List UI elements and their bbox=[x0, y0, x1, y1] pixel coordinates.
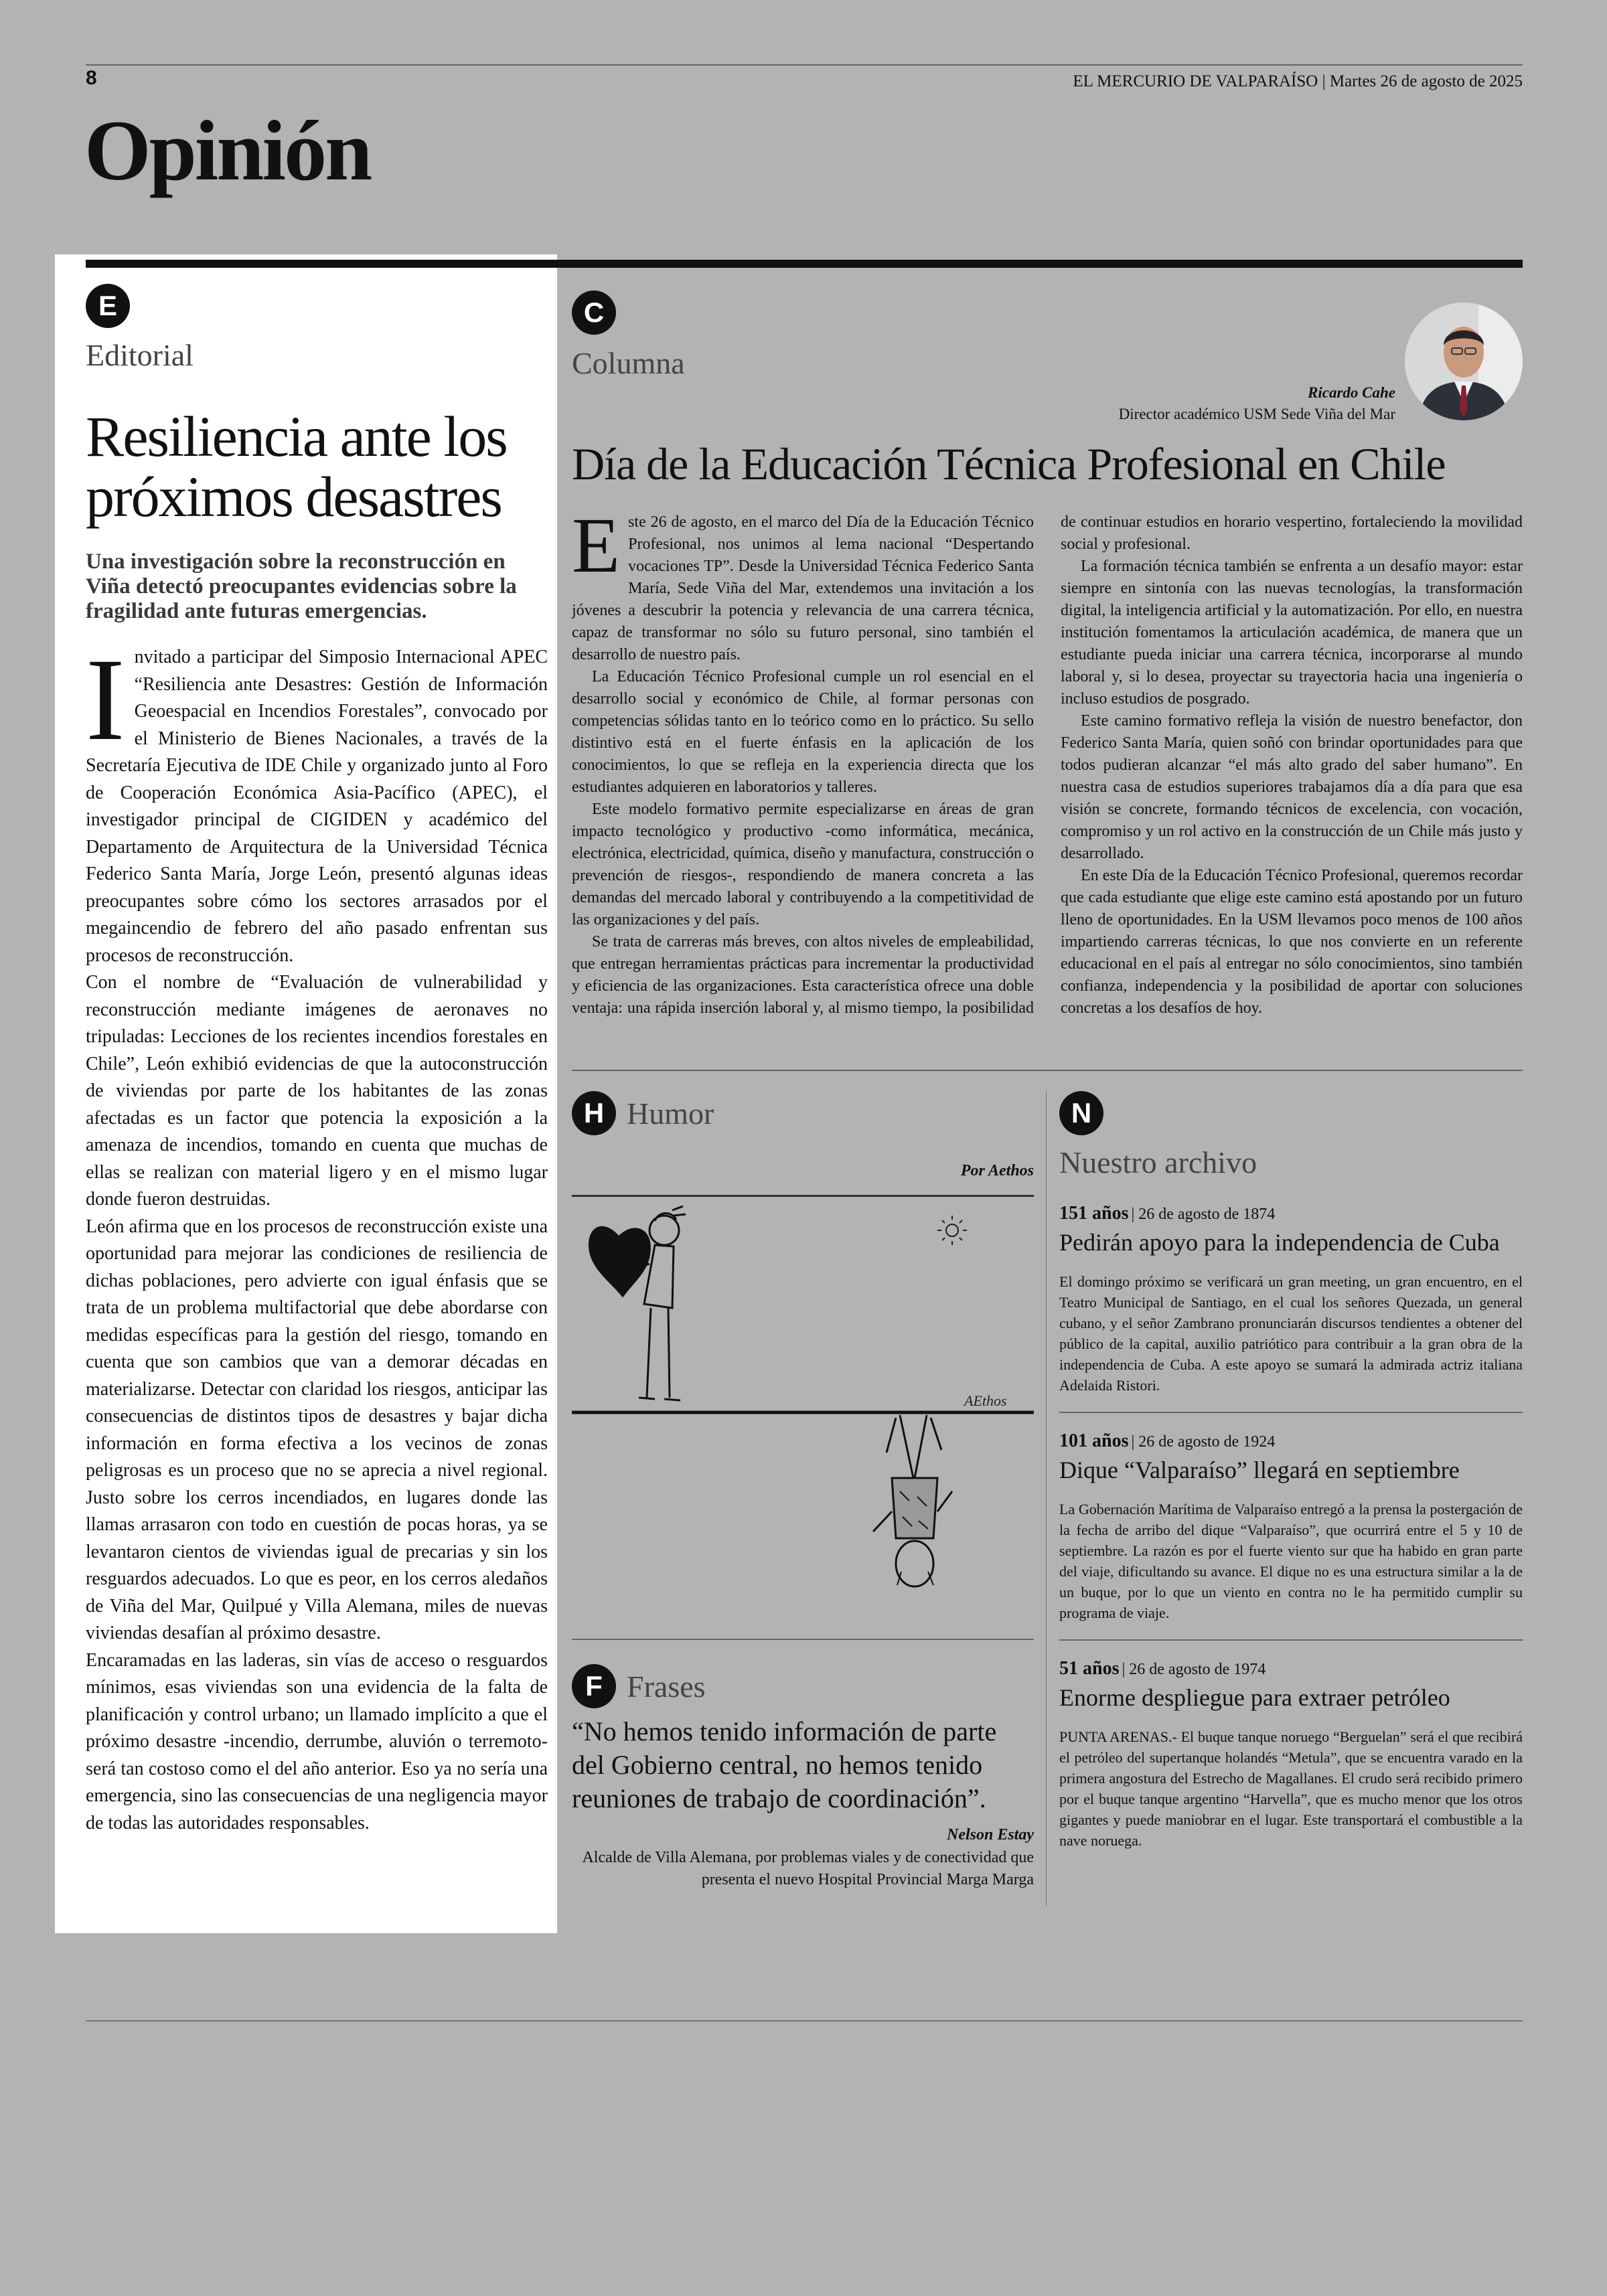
editorial-title bbox=[86, 406, 548, 527]
column-paragraph-6: Este camino formativo refleja la visión de nuestro benefactor, don Federico Santa María, quien soñó con brindar oportunidades para que todos pudieran alcanzar “el más alto grado del saber humano”. En nuestra casa de estudios superiores trabajamos día a día para que esa visión se concrete, formando técnicos de excelencia, con vocación, compromiso y un rol activo en la construcción de un Chile más justo y desarrollado. bbox=[1061, 712, 1523, 862]
humor-label: Humor bbox=[627, 1096, 714, 1131]
column-paragraph-3: Este modelo formativo permite especializarse en áreas de gran impacto tecnológico y productivo -como informática, mecánica, electrónica, electricidad, química, diseño y manufactura, construcción o prevención de riesgos-, respondiendo de manera concreta a las demandas del mercado laboral y contribuyendo a la competitividad de las organizaciones y del país. bbox=[572, 801, 1034, 928]
editorial-body bbox=[86, 635, 548, 1837]
frases-context: Alcalde de Villa Alemana, por problemas viales y de conectividad que presenta el nuevo Hospital Provincial Marga Marga bbox=[582, 1849, 1034, 1888]
archive-years: 51 años bbox=[1059, 1658, 1120, 1679]
page-number: 8 bbox=[86, 67, 97, 89]
editorial-label: Editorial bbox=[86, 338, 194, 372]
frases-section bbox=[572, 1664, 1034, 1891]
archive-divider bbox=[1059, 1412, 1523, 1413]
separator: | bbox=[1322, 72, 1330, 90]
archive-years: 151 años bbox=[1059, 1203, 1129, 1224]
masthead-line bbox=[1073, 72, 1523, 91]
frases-quote: “No hemos tenido información de parte del Gobierno central, no hemos tenido reuniones de trabajo de coordinación”. bbox=[572, 1716, 997, 1813]
editorial-title-line1: Resiliencia ante los bbox=[86, 404, 507, 469]
archive-item bbox=[1059, 1430, 1523, 1623]
section-title: Opinión bbox=[84, 103, 371, 198]
editorial-paragraph-4: Encaramadas en las laderas, sin vías de acceso o resguardos mínimos, esas viviendas son una evidencia de la falta de planificación y control urbano; un llamado implícito a que el próximo desastre -incendio, derrumbe, aluvión o terremoto- será tan costoso como el del año anterior. Eso ya no sería una emergencia, sino las consecuencias de una negligencia mayor de todas las autoridades responsables. bbox=[86, 1649, 548, 1833]
column-title: Día de la Educación Técnica Profesional en Chile bbox=[572, 438, 1446, 489]
editorial-top-rule bbox=[86, 260, 557, 268]
column-dropcap: E bbox=[572, 501, 621, 589]
column-paragraph-1: ste 26 de agosto, en el marco del Día de la Educación Técnico Profesional, nos unimos al lema nacional “Despertando vocaciones TP”. Desde la Universidad Técnica Federico Santa María, Sede Viña del Mar, extendemos una invitación a los jóvenes a descubrir la potencia y relevancia de una carrera técnica, capaz de transformar no sólo su futuro personal, sino también el desarrollo de nuestro país. bbox=[572, 513, 1034, 663]
author-name: Ricardo Cahe bbox=[1308, 384, 1395, 401]
frases-label: Frases bbox=[627, 1669, 706, 1704]
frases-badge: F bbox=[572, 1664, 616, 1708]
page-bottom-rule bbox=[86, 2020, 1523, 2022]
frases-header bbox=[572, 1664, 1034, 1708]
humor-byline: Por Aethos bbox=[960, 1162, 1034, 1179]
archive-years: 101 años bbox=[1059, 1430, 1129, 1451]
archive-title: Dique “Valparaíso” llegará en septiembre bbox=[1059, 1457, 1460, 1483]
editorial-paragraph-1: nvitado a participar del Simposio Internacional APEC “Resiliencia ante Desastres: Gestión de Información Geoespacial en Incendios Forestales”, convocado por el Ministerio de Bienes Nacionales, a través de la Secretaría Ejecutiva de IDE Chile y organizado junto al Foro de Cooperación Económica Asia-Pacífico (APEC), el investigador principal de CIGIDEN y académico del Departamento de Arquitectura de la Universidad Técnica Federico Santa María, Jorge León, presentó algunas ideas preocupantes sobre cómo los sectores arrasados por el megaincendio de febrero del año pasado enfrentan sus procesos de reconstrucción. bbox=[86, 647, 548, 966]
archive-item bbox=[1059, 1658, 1523, 1851]
archive-date: | 26 de agosto de 1924 bbox=[1131, 1433, 1276, 1451]
editorial-subtitle: Una investigación sobre la reconstrucción en Viña detectó preocupantes evidencias sobre la fragilidad ante futuras emergencias. bbox=[86, 550, 517, 623]
column-section bbox=[572, 288, 1523, 1058]
humor-cartoon bbox=[572, 1197, 1034, 1625]
archive-section bbox=[1059, 1091, 1523, 1851]
archive-divider bbox=[1059, 1639, 1523, 1641]
archive-body: El domingo próximo se verificará un gran meeting, un gran encuentro, en el Teatro Municipal de Santiago, en el cual los señores Quezada, un general cubano, y el señor Zambrano pronunciarán discursos tendientes a obtener del público de la capital, auxilio patriótico para contribuir a la gran obra de la independencia de Cuba. A este apoyo se sumará la admirada actriz italiana Adelaida Ristori. bbox=[1059, 1273, 1523, 1394]
column-label: Columna bbox=[572, 346, 685, 380]
column-badge: C bbox=[572, 291, 616, 335]
humor-badge: H bbox=[572, 1091, 616, 1135]
editorial-dropcap: I bbox=[86, 635, 125, 765]
editorial-badge: E bbox=[86, 284, 130, 328]
editorial-paragraph-2: Con el nombre de “Evaluación de vulnerabilidad y reconstrucción mediante imágenes de aeronaves no tripuladas: Lecciones de los recientes incendios forestales en Chile”, León exhibió evidencias de que la autoconstrucción de viviendas por parte de los habitantes de las zonas afectadas es un factor que potencia la exposición a la amenaza de incendios, tomando en cuenta que muchas de ellas se realizan con material ligero y en el mismo lugar donde fueron destruidas. bbox=[86, 972, 548, 1210]
archive-date: | 26 de agosto de 1974 bbox=[1122, 1661, 1266, 1678]
publication-name: EL MERCURIO DE VALPARAÍSO bbox=[1073, 72, 1318, 90]
humor-header bbox=[572, 1091, 1034, 1135]
publication-date: Martes 26 de agosto de 2025 bbox=[1329, 72, 1523, 90]
humor-section bbox=[572, 1091, 1034, 1640]
upside-down-figure bbox=[873, 1415, 952, 1586]
archive-body: La Gobernación Marítima de Valparaíso entregó a la prensa la postergación de la fecha de arribo del dique “Valparaíso”, que ocurrirá entre el 5 y 10 de septiembre. La razón es por el fuerte viento sur que ha habido en gran parte del viaje, dificultando su avance. El dique no es una estructura similar a la de un buque, por lo que un viento en contra no le ha permitido cumplir su programa de viaje. bbox=[1059, 1501, 1523, 1621]
archive-title: Pedirán apoyo para la independencia de Cuba bbox=[1059, 1229, 1500, 1256]
column-body bbox=[572, 501, 1523, 1047]
archive-title: Enorme despliegue para extraer petróleo bbox=[1059, 1684, 1450, 1711]
editorial-section bbox=[86, 284, 548, 1837]
author-role: Director académico USM Sede Viña del Mar bbox=[1118, 406, 1395, 422]
column-paragraph-4: Se trata de carreras más breves, con altos niveles de empleabilidad, que entregan herramientas prácticas para incrementar la productividad y eficiencia de las organizaciones. Esta característica ofrece una doble ventaja: una rápida inserción laboral y, al mismo tiempo, la posibilidad de continuar estudios en horario vespertino, fortaleciendo la movilidad social y profesional. bbox=[572, 513, 1523, 1017]
column-paragraph-5: La formación técnica también se enfrenta a un desafío mayor: estar siempre en sintonía con las nuevas tecnologías, la transformación digital, la inteligencia artificial y la automatización. Por ello, en nuestra institución fomentamos la articulación académica, de manera que un estudiante pueda iniciar una carrera técnica, incorporarse al mundo laboral y, si lo desea, proyectar su trayectoria hacia una ingeniería o incluso estudios de posgrado. bbox=[1061, 558, 1523, 708]
archive-label: Nuestro archivo bbox=[1059, 1145, 1257, 1179]
archive-body: PUNTA ARENAS.- El buque tanque noruego “Berguelan” será el que recibirá el petróleo del supertanque holandés “Metula”, que se encuentra varado en la primera angostura del Estrecho de Magallanes. El crudo será recibido primero por el buque tanque argentino “Harvella”, que es mucho menor que los otros gigantes y puede maniobrar en el lugar. Este transportará el combustible a la nave noruega. bbox=[1059, 1728, 1523, 1849]
figure-with-heart bbox=[589, 1206, 686, 1400]
header-rule bbox=[86, 64, 1523, 66]
author-portrait-icon bbox=[1405, 303, 1523, 420]
editorial-title-line2: próximos desastres bbox=[86, 465, 502, 529]
column-paragraph-7: En este Día de la Educación Técnico Profesional, queremos recordar que cada estudiante que elige este camino está apostando por un futuro lleno de oportunidades. En la USM llevamos poco menos de 100 años impartiendo carreras técnicas, lo que nos convierte en un referente educacional en el país al entregar no sólo conocimientos, sino también confianza, independencia y la posibilidad de aportar con soluciones concretas a los desafíos de hoy. bbox=[1061, 867, 1523, 1017]
archive-item bbox=[1059, 1203, 1523, 1396]
column-paragraph-2: La Educación Técnico Profesional cumple un rol esencial en el desarrollo social y económico de Chile, al formar personas con competencias sólidas tanto en lo teórico como en lo práctico. Su sello distintivo está en el fuerte énfasis en la aplicación de los conocimientos, lo que se refleja en la experiencia directa que los estudiantes adquieren en laboratorios y talleres. bbox=[572, 668, 1034, 796]
archive-date: | 26 de agosto de 1874 bbox=[1131, 1206, 1276, 1223]
archive-badge: N bbox=[1059, 1091, 1103, 1135]
frases-author: Nelson Estay bbox=[946, 1826, 1034, 1843]
editorial-paragraph-3: León afirma que en los procesos de reconstrucción existe una oportunidad para mejorar las condiciones de resiliencia de dichas poblaciones, pero advierte con igual énfasis que se trata de un problema multifactorial que debe abordarse con medidas específicas para la gestión del riesgo, tomando en cuenta que son cambios que van a demorar décadas en materializarse. Detectar con claridad los riesgos, anticipar las consecuencias de distintos tipos de desastres y bajar dicha información en forma efectiva a los vecinos de zonas peligrosas es un proceso que no se aprecia a nivel regional. Justo sobre los cerros incendiados, en lugares donde las llamas arrasaron con todo en cuestión de pocas horas, ya se levantaron cientos de viviendas igual de precarias y sin los resguardos adecuados. Lo que es peor, en los cerros aledaños de Viña del Mar, Quilpué y Villa Alemana, miles de nuevas viviendas desafían al próximo desastre. bbox=[86, 1216, 548, 1643]
column-bottom-rule bbox=[572, 1070, 1523, 1071]
sun-icon bbox=[937, 1216, 967, 1245]
humor-bottom-rule bbox=[572, 1639, 1034, 1640]
author-photo bbox=[1405, 303, 1523, 420]
vertical-divider bbox=[1046, 1091, 1047, 1906]
cartoon-signature: AEthos bbox=[964, 1392, 1007, 1409]
